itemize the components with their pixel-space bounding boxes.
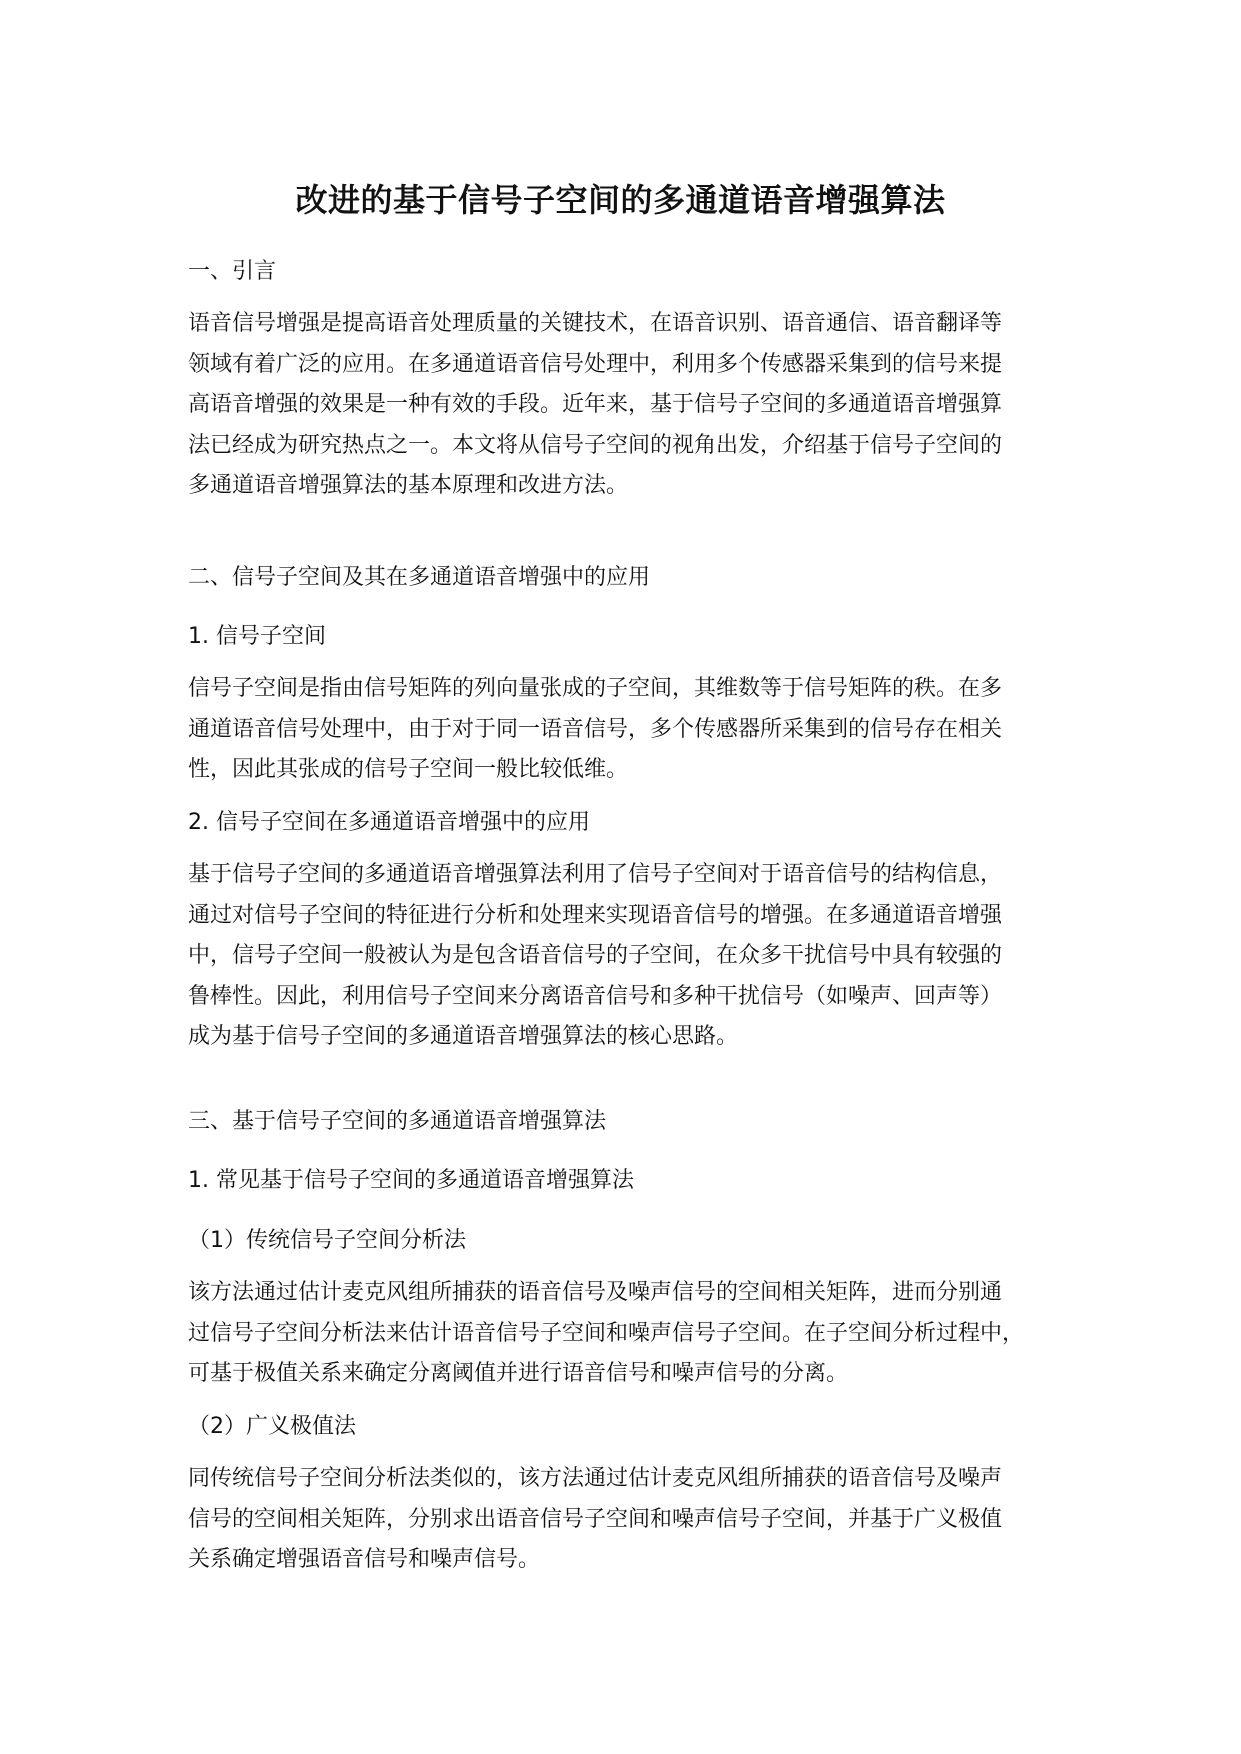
- paragraph-2-1: [188, 669, 1002, 791]
- paragraph-line: 信号子空间是指由信号矩阵的列向量张成的子空间，其维数等于信号矩阵的秩。在多: [188, 676, 1003, 701]
- heading-3-1: 1. 常见基于信号子空间的多通道语音增强算法: [188, 1168, 634, 1193]
- heading-3-1-2: （2）广义极值法: [188, 1414, 356, 1439]
- paragraph-line: 基于信号子空间的多通道语音增强算法利用了信号子空间对于语音信号的结构信息，: [188, 862, 1003, 887]
- paragraph-line: 通过对信号子空间的特征进行分析和处理来实现语音信号的增强。在多通道语音增强: [188, 902, 1003, 928]
- paragraph-line: 性，因此其张成的信号子空间一般比较低维。: [188, 757, 629, 782]
- paragraph-line: 过信号子空间分析法来估计语音信号子空间和噪声信号子空间。在子空间分析过程中，: [188, 1320, 1025, 1346]
- heading-3-1-1: （1）传统信号子空间分析法: [188, 1228, 466, 1253]
- paragraph-line: 法已经成为研究热点之一。本文将从信号子空间的视角出发，介绍基于信号子空间的: [188, 432, 1003, 458]
- document-title: 改进的基于信号子空间的多通道语音增强算法: [295, 181, 946, 219]
- heading-2-1: 1. 信号子空间: [188, 624, 326, 649]
- paragraph-2-2: [188, 855, 1002, 1058]
- paragraph-line: 信号的空间相关矩阵，分别求出语音信号子空间和噪声信号子空间，并基于广义极值: [188, 1506, 1003, 1532]
- paragraph-line: 中，信号子空间一般被认为是包含语音信号的子空间，在众多干扰信号中具有较强的: [188, 943, 1003, 968]
- heading-section-3: 三、基于信号子空间的多通道语音增强算法: [188, 1109, 607, 1134]
- paragraph-3-1-2: [188, 1459, 1002, 1581]
- paragraph-line: 鲁棒性。因此，利用信号子空间来分离语音信号和多种干扰信号（如噪声、回声等）: [188, 983, 1003, 1009]
- paragraph-line: 领域有着广泛的应用。在多通道语音信号处理中，利用多个传感器采集到的信号来提: [188, 351, 1003, 377]
- heading-introduction: 一、引言: [188, 259, 277, 284]
- paragraph-line: 关系确定增强语音信号和噪声信号。: [188, 1547, 541, 1572]
- heading-section-2: 二、信号子空间及其在多通道语音增强中的应用: [188, 565, 651, 590]
- paragraph-line: 语音信号增强是提高语音处理质量的关键技术，在语音识别、语音通信、语音翻译等: [188, 311, 1003, 336]
- paragraph-line: 多通道语音增强算法的基本原理和改进方法。: [188, 473, 629, 498]
- paragraph-line: 高语音增强的效果是一种有效的手段。近年来，基于信号子空间的多通道语音增强算: [188, 392, 1003, 417]
- heading-2-2: 2. 信号子空间在多通道语音增强中的应用: [188, 810, 590, 835]
- paragraph-line: 可基于极值关系来确定分离阈值并进行语音信号和噪声信号的分离。: [188, 1361, 849, 1386]
- paragraph-line: 同传统信号子空间分析法类似的，该方法通过估计麦克风组所捕获的语音信号及噪声: [188, 1466, 1003, 1491]
- paragraph-line: 该方法通过估计麦克风组所捕获的语音信号及噪声信号的空间相关矩阵，进而分别通: [188, 1280, 1003, 1305]
- paragraph-line: 成为基于信号子空间的多通道语音增强算法的核心思路。: [188, 1024, 739, 1049]
- paragraph-line: 通道语音信号处理中，由于对于同一语音信号，多个传感器所采集到的信号存在相关: [188, 716, 1003, 742]
- paragraph-3-1-1: [188, 1273, 1024, 1395]
- paragraph-introduction: [188, 304, 1002, 507]
